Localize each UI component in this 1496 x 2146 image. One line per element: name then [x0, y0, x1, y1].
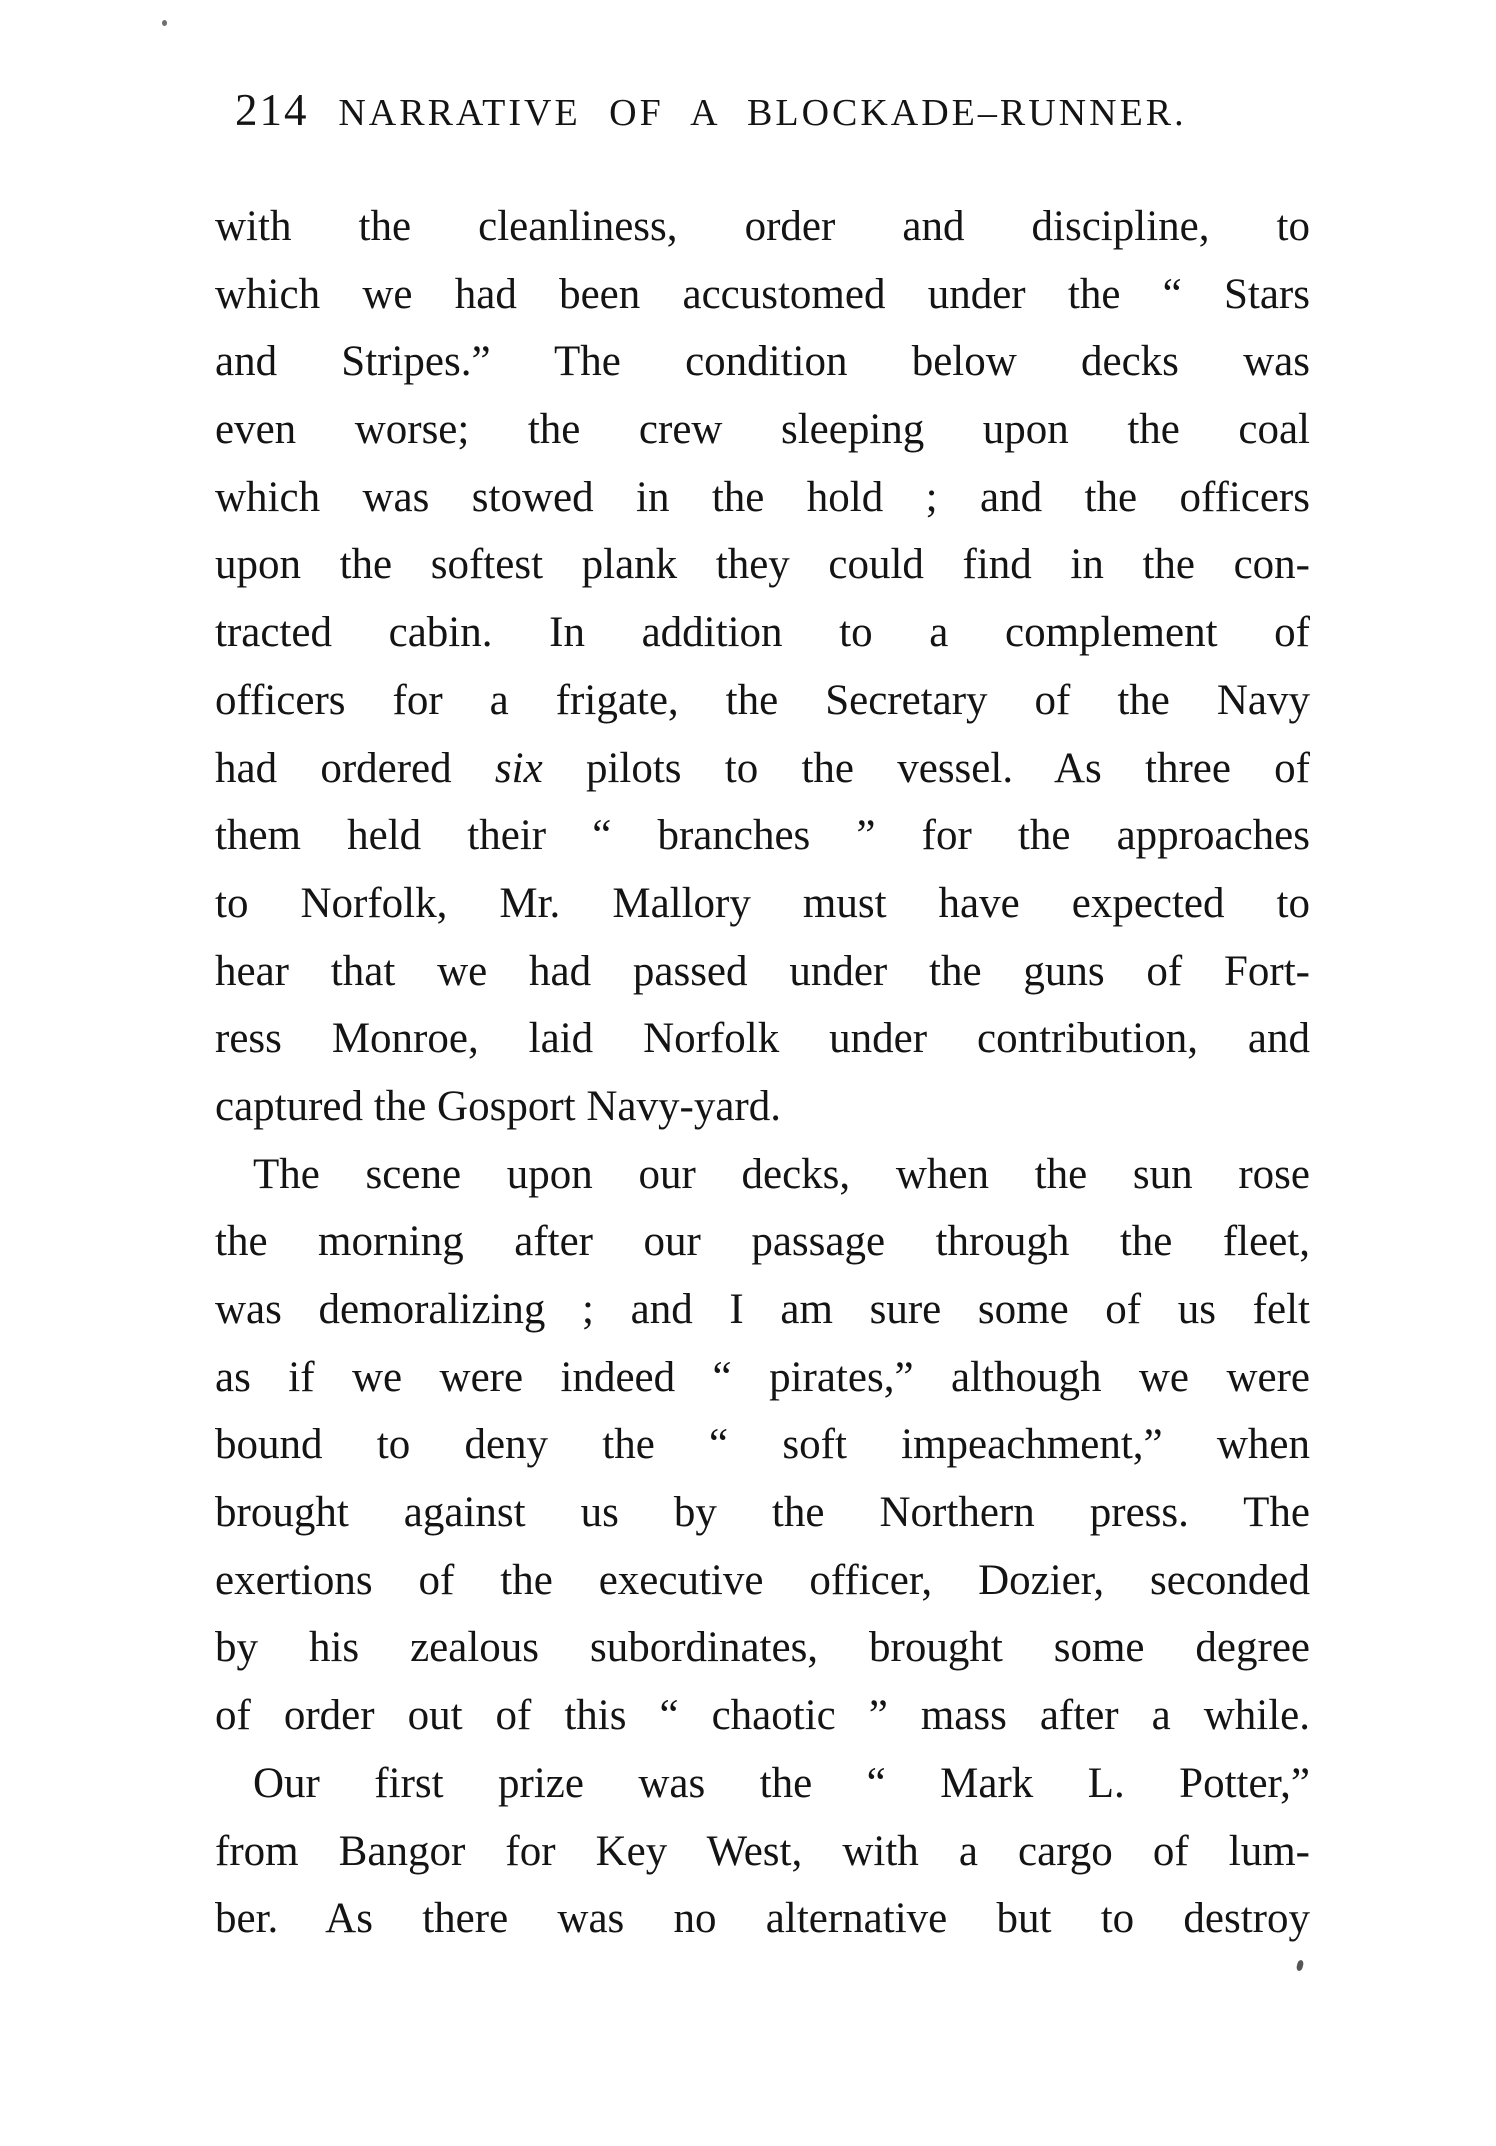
text-line: them held their “ branches ” for the approaches: [215, 812, 1310, 860]
text-line: which was stowed in the hold ; and the officers: [215, 473, 1310, 521]
text-line: and Stripes.” The condition below decks was: [215, 338, 1310, 386]
text-line: which we had been accustomed under the “ Stars: [215, 270, 1310, 318]
text-line: bound to deny the “ soft impeachment,” when: [215, 1421, 1310, 1469]
text-line: from Bangor for Key West, with a cargo of lum-: [215, 1827, 1310, 1875]
text-line: ress Monroe, laid Norfolk under contribution, and: [215, 1015, 1310, 1063]
italic-word: six: [494, 744, 543, 792]
text-segment: had ordered: [215, 744, 495, 792]
text-line: by his zealous subordinates, brought some degree: [215, 1624, 1310, 1672]
text-line: officers for a frigate, the Secretary of the Navy: [215, 676, 1310, 724]
page-header: [215, 84, 1310, 146]
text-line: captured the Gosport Navy-yard.: [215, 1082, 781, 1130]
text-line: to Norfolk, Mr. Mallory must have expected to: [215, 879, 1310, 927]
text-line: brought against us by the Northern press. The: [215, 1489, 1310, 1537]
text-line: of order out of this “ chaotic ” mass after a while.: [215, 1692, 1310, 1740]
text-line: even worse; the crew sleeping upon the coal: [215, 406, 1310, 454]
text-line: was demoralizing ; and I am sure some of us felt: [215, 1286, 1310, 1333]
text-line: the morning after our passage through the fleet,: [215, 1218, 1310, 1266]
text-line: with the cleanliness, order and discipline, to: [215, 203, 1310, 250]
page-number: 214: [235, 85, 309, 135]
page-text: [215, 193, 1310, 1953]
scan-speck: [162, 20, 167, 26]
running-title: NARRATIVE OF A BLOCKADE–RUNNER.: [338, 92, 1187, 134]
text-line: exertions of the executive officer, Dozier, seconded: [215, 1556, 1310, 1604]
scan-speck: [1296, 1959, 1304, 1971]
text-segment: pilots to the vessel. As three of: [542, 744, 1310, 792]
text-line: ber. As there was no alternative but to destroy: [215, 1895, 1310, 1943]
text-line: as if we were indeed “ pirates,” although we were: [215, 1353, 1310, 1401]
text-line: tracted cabin. In addition to a complement of: [215, 609, 1310, 657]
text-line: hear that we had passed under the guns of Fort-: [215, 947, 1310, 995]
text-line: The scene upon our decks, when the sun rose: [253, 1150, 1310, 1198]
text-line: Our first prize was the “ Mark L. Potter,”: [253, 1759, 1310, 1807]
text-line: [215, 735, 1310, 803]
text-line: upon the softest plank they could find in the con-: [215, 541, 1310, 589]
